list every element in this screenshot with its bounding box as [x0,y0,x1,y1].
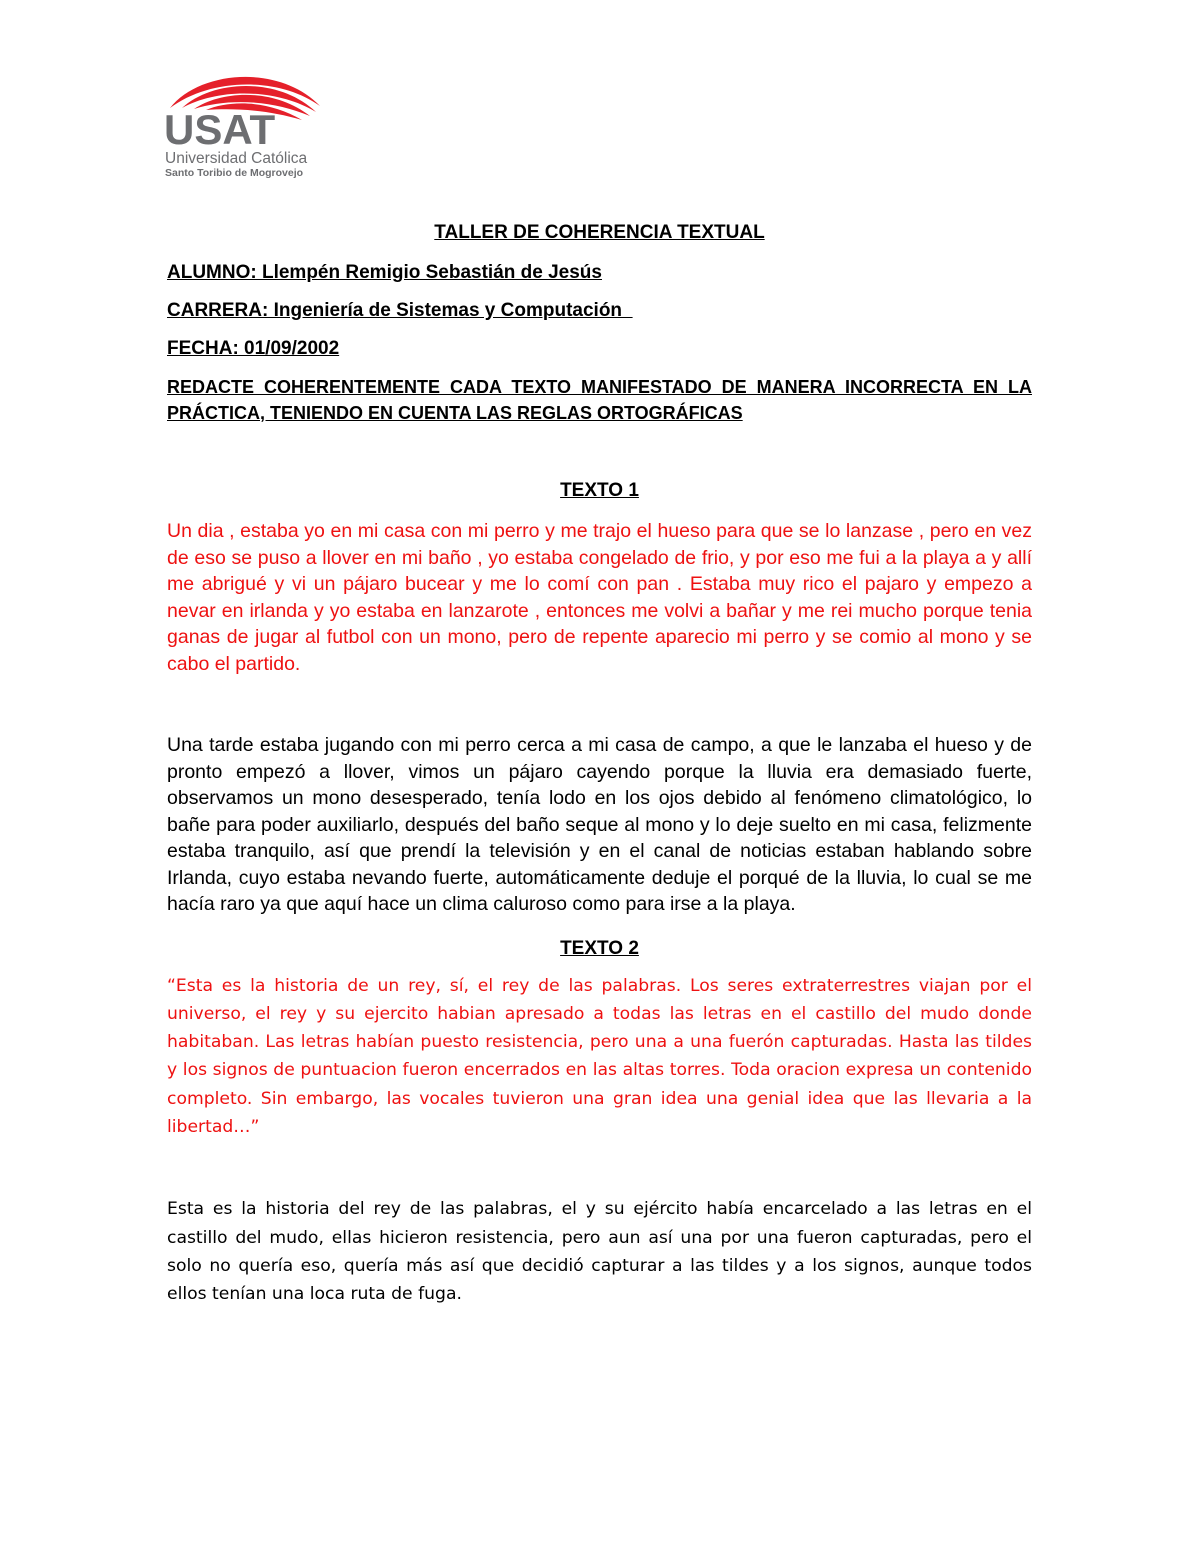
texto2-corrected: Esta es la historia del rey de las palabras, el y su ejército había encarcelado a las letras en el castillo del mudo, ellas hicieron resistencia, pero aun así una por una fueron capturadas, pero el solo no quería eso, quería más así que decidió capturar a las tildes y a los signos, aunque todos ellos tenían una loca ruta de fuga. [167,1199,1032,1305]
usat-logo-graphic [160,68,330,180]
texto2-original: “Esta es la historia de un rey, sí, el rey de las palabras. Los seres extraterrestres viajan por el universo, el rey y su ejercito habian apresado a todas las letras en el castillo del mudo donde habitaban. Las letras habían puesto resistencia, pero una a una fuerón capturadas. Hasta las tildes y los signos de puntuacion fueron encerrados en las altas torres. Toda oracion expresa un contenido completo. Sin embargo, las vocales tuvieron una gran idea una genial idea que las llevaria a la libertad…” [167,975,1032,1137]
carrera-field: CARRERA: Ingeniería de Sistemas y Computación [167,300,633,321]
texto1-original: Un dia , estaba yo en mi casa con mi perro y me trajo el hueso para que se lo lanzase , pero en vez de eso se puso a llover en mi baño , yo estaba congelado de frio, y por eso me fui a la playa a y allí me abrigué y vi un pájaro bucear y me lo comí con pan . Estaba muy rico el pajaro y empezo a nevar en irlanda y yo estaba en lanzarote , entonces me volvi a bañar y me rei mucho porque tenia ganas de jugar al futbol con un mono, pero de repente aparecio mi perro y se comio al mono y se cabo el partido. [167,520,1032,675]
usat-logo [160,68,330,180]
logo-line2: Santo Toribio de Mogrovejo [165,167,304,179]
document-title: TALLER DE COHERENCIA TEXTUAL [434,222,765,243]
texto2-heading: TEXTO 2 [560,937,639,959]
document-body [167,220,1032,1308]
texto1-corrected: Una tarde estaba jugando con mi perro cerca a mi casa de campo, a que le lanzaba el hueso y de pronto empezó a llover, vimos un pájaro cayendo porque la lluvia era demasiado fuerte, observamos un mono desesperado, tenía lodo en los ojos debido al fenómeno climatológico, lo bañe para poder auxiliarlo, después del baño seque al mono y lo deje suelto en mi casa, felizmente estaba tranquilo, así que prendí la televisión y en el canal de noticias estaban hablando sobre Irlanda, cuyo estaba nevando fuerte, automáticamente deduje el porqué de la lluvia, lo cual se me hacía raro ya que aquí hace un clima caluroso como para irse a la playa. [167,734,1032,915]
logo-wordmark: USAT [164,106,276,153]
alumno-field: ALUMNO: Llempén Remigio Sebastián de Jesús [167,262,602,283]
logo-line1: Universidad Católica [165,150,308,167]
texto1-heading: TEXTO 1 [560,480,639,501]
instruction-text: REDACTE COHERENTEMENTE CADA TEXTO MANIFESTADO DE MANERA INCORRECTA EN LA PRÁCTICA, TENIENDO EN CUENTA LAS REGLAS ORTOGRÁFICAS [167,377,1032,423]
fecha-field: FECHA: 01/09/2002 [167,338,340,359]
